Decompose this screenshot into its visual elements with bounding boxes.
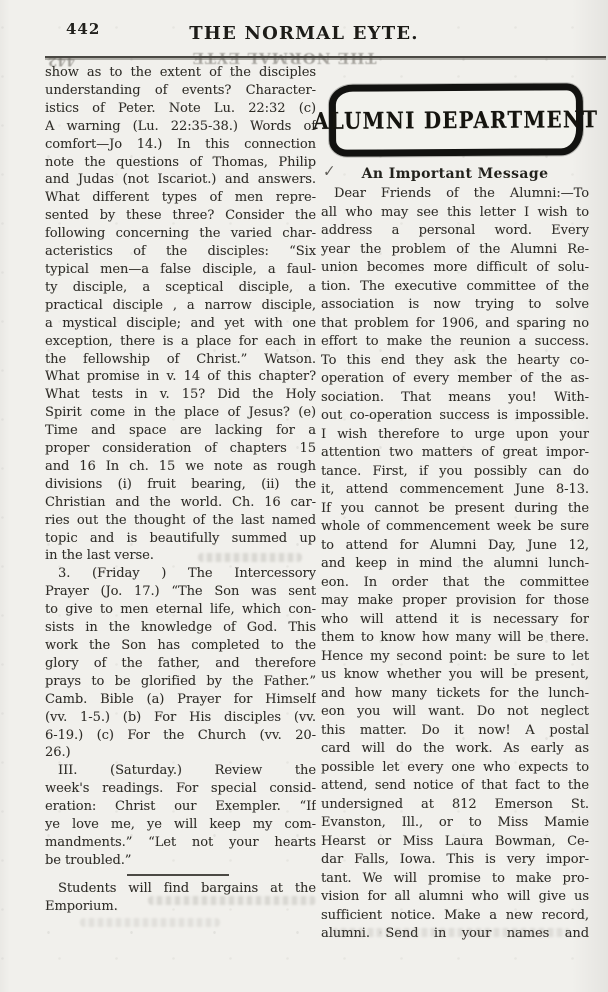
text-line: this matter. Do it now! A postal <box>321 722 589 738</box>
text-line: eon you will want. Do not neglect <box>321 704 589 719</box>
text-line: card will do the work. As early as <box>321 741 589 756</box>
text-line: and Judas (not Iscariot.) and answers. <box>45 172 316 188</box>
paragraph <box>45 64 316 565</box>
text-line: eon. In order that the committee <box>321 574 589 590</box>
text-line: Hearst or Miss Laura Bowman, Ce- <box>321 833 589 849</box>
text-line: note the questions of Thomas, Philip <box>45 154 316 170</box>
text-line: and how many tickets for the lunch- <box>321 685 589 701</box>
text-line: association is now trying to solve <box>321 297 589 312</box>
text-line: (vv. 1-5.) (b) For His disciples (vv. <box>45 709 316 725</box>
text-line: it, attend commencement June 8-13. <box>321 482 589 497</box>
text-line: sufficient notice. Make a new record, <box>321 907 589 923</box>
text-line: mandments.” “Let not your hearts <box>45 834 316 850</box>
text-line: sociation. That means you! With- <box>321 389 589 405</box>
text-line: Time and space are lacking for a <box>45 423 316 439</box>
paragraph <box>321 185 589 944</box>
text-line: effort to make the reunion a success. <box>321 334 589 349</box>
text-line: exception, there is a place for each in <box>45 333 316 349</box>
text-line: divisions (i) fruit bearing, (ii) the <box>45 476 316 492</box>
text-line: glory of the father, and therefore <box>45 655 316 671</box>
text-line: Hence my second point: be sure to let <box>321 648 589 664</box>
text-line: ty disciple, a sceptical disciple, a <box>45 279 316 295</box>
text-line: tance. First, if you possibly can do <box>321 463 589 479</box>
text-line: following concerning the varied char- <box>45 226 316 242</box>
text-line: III. (Saturday.) Review the <box>58 763 316 779</box>
text-line: What promise in v. 14 of this chapter? <box>45 369 316 385</box>
text-line: Emporium. <box>45 898 118 914</box>
checkmark-annotation: ✓ <box>322 160 336 182</box>
text-line: to give to men eternal life, which con- <box>45 602 316 618</box>
paragraph <box>45 762 316 869</box>
header-rule <box>45 56 606 58</box>
text-line: To this end they ask the hearty co- <box>321 352 589 368</box>
text-line: in the last verse. <box>45 548 154 564</box>
text-line: work the Son has completed to the <box>45 638 316 653</box>
text-line: operation of every member of the as- <box>321 371 589 386</box>
text-line: typical men—a false disciple, a faul- <box>45 261 316 277</box>
text-line: whole of commencement week be sure <box>321 519 589 534</box>
section-divider <box>127 874 229 876</box>
text-line: tant. We will promise to make pro- <box>321 870 589 886</box>
text-line: union becomes more difficult of solu- <box>321 260 589 275</box>
text-line: may make proper provision for those <box>321 593 589 608</box>
text-line: practical disciple , a narrow disciple, <box>45 297 316 313</box>
text-line: address a personal word. Every <box>321 223 589 238</box>
text-line: who will attend it is necessary for <box>321 611 589 627</box>
text-line: attention two matters of great impor- <box>321 445 589 460</box>
left-column <box>45 64 316 916</box>
text-line: understanding of events? Character- <box>45 82 316 98</box>
text-line: show as to the extent of the disciples <box>45 65 316 80</box>
text-line: ries out the thought of the last named <box>45 512 316 528</box>
text-line: 6-19.) (c) For the Church (vv. 20- <box>45 727 316 743</box>
text-line: year the problem of the Alumni Re- <box>321 241 589 257</box>
text-line: Christian and the world. Ch. 16 car- <box>45 494 316 510</box>
text-line: acteristics of the disciples: “Six <box>45 244 316 260</box>
paragraph <box>45 565 316 762</box>
text-line: proper consideration of chapters 15 <box>45 441 316 457</box>
text-line: I wish therefore to urge upon your <box>321 426 589 442</box>
alumni-department-box <box>313 83 599 157</box>
text-line: Spirit come in the place of Jesus? (e) <box>45 405 316 421</box>
text-line: 26.) <box>45 745 71 761</box>
bleed-through-mark <box>198 553 302 562</box>
text-line: and keep in mind the alumni lunch- <box>321 556 589 571</box>
text-line: A warning (Lu. 22:35-38.) Words of <box>45 118 316 134</box>
text-line: and 16 In ch. 15 we note as rough <box>45 458 316 474</box>
text-line: Students will find bargains at the <box>58 880 316 896</box>
left-column-text <box>45 64 316 916</box>
page-number: 442 <box>66 20 101 38</box>
message-heading-row <box>321 160 589 182</box>
bleed-through-mark <box>332 928 570 937</box>
text-line: Dear Friends of the Alumni:—To <box>334 186 589 201</box>
text-line: a mystical disciple; and yet with one <box>45 315 316 331</box>
text-line: out co-operation success is impossible. <box>321 408 589 423</box>
text-line: dar Falls, Iowa. This is very impor- <box>321 852 589 867</box>
text-line: If you cannot be present during the <box>321 500 589 516</box>
text-line: eration: Christ our Exempler. “If <box>45 799 316 815</box>
text-line: istics of Peter. Note Lu. 22:32 (c) <box>45 100 316 116</box>
right-column-text <box>321 185 589 944</box>
text-line: be troubled.” <box>45 852 132 868</box>
text-line: vision for all alumni who will give us <box>321 889 589 904</box>
text-line: week's readings. For special consid- <box>45 781 316 797</box>
bleed-through-masthead: THE NORMAL EYTE <box>191 49 377 67</box>
right-column <box>313 80 599 944</box>
alumni-department-title: ALUMNI DEPARTMENT <box>313 105 599 135</box>
text-line: tion. The executive committee of the <box>321 278 589 294</box>
text-line: sented by these three? Consider the <box>45 208 316 224</box>
text-line: ye love me, ye will keep my com- <box>45 817 316 833</box>
text-line: all who may see this letter I wish to <box>321 204 589 220</box>
masthead-title: THE NORMAL EYTE. <box>189 23 419 44</box>
text-line: attend, send notice of that fact to the <box>321 778 589 793</box>
text-line: What different types of men repre- <box>45 190 316 206</box>
text-line: Evanston, Ill., or to Miss Mamie <box>321 815 589 830</box>
text-line: sists in the knowledge of God. This <box>45 620 316 636</box>
text-line: 3. (Friday ) The Intercessory <box>58 566 316 582</box>
text-line: undersigned at 812 Emerson St. <box>321 796 589 812</box>
text-line: alumni. Send in your names and <box>321 926 589 941</box>
text-line: to attend for Alumni Day, June 12, <box>321 537 589 553</box>
text-line: Prayer (Jo. 17.) “The Son was sent <box>45 584 316 600</box>
text-line: the fellowship of Christ.” Watson. <box>45 351 316 367</box>
text-line: topic and is beautifully summed up <box>45 530 316 546</box>
text-line: prays to be glorified by the Father.” <box>45 673 316 689</box>
text-line: comfort—Jo 14.) In this connection <box>45 136 316 152</box>
message-heading: An Important Message <box>361 166 549 182</box>
text-line: Camb. Bible (a) Prayer for Himself <box>45 691 316 707</box>
text-line: What tests in v. 15? Did the Holy <box>45 387 316 403</box>
text-line: them to know how many will be there. <box>321 630 589 645</box>
bleed-through-mark <box>80 918 220 927</box>
text-line: possible let every one who expects to <box>321 759 589 775</box>
bleed-through-page-number: 442 <box>48 53 76 68</box>
text-line: that problem for 1906, and sparing no <box>321 315 589 331</box>
text-line: us know whether you will be present, <box>321 667 589 682</box>
bleed-through-mark <box>148 896 316 905</box>
